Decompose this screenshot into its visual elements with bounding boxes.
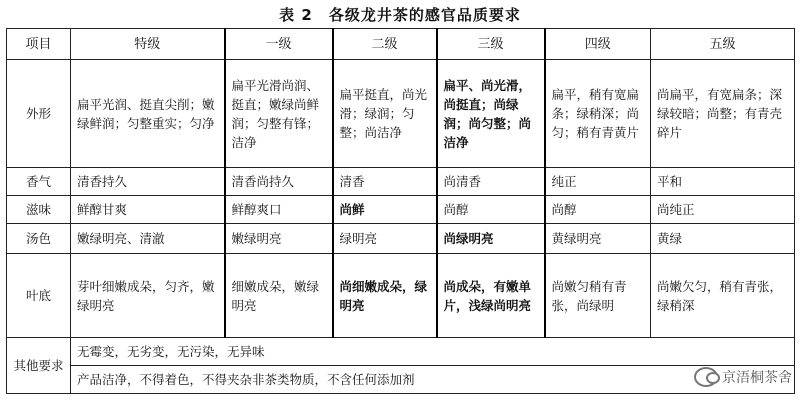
table-cell: 尚醇 bbox=[437, 196, 545, 224]
header-grade-2: 二级 bbox=[333, 29, 437, 60]
row-label-liquor-color: 汤色 bbox=[7, 224, 71, 254]
row-label-aroma: 香气 bbox=[7, 168, 71, 196]
table-cell: 清香尚持久 bbox=[225, 168, 333, 196]
row-label-other-requirements: 其他要求 bbox=[7, 338, 71, 394]
table-cell: 扁平、尚光滑，尚挺直；尚绿润；尚匀整；尚洁净 bbox=[437, 60, 545, 168]
table-cell: 扁平光润、挺直尖削；嫩绿鲜润；匀整重实；匀净 bbox=[71, 60, 225, 168]
table-cell: 鲜醇爽口 bbox=[225, 196, 333, 224]
header-grade-4: 四级 bbox=[545, 29, 651, 60]
table-cell: 纯正 bbox=[545, 168, 651, 196]
table-cell: 平和 bbox=[651, 168, 795, 196]
table-cell: 细嫩成朵，嫩绿明亮 bbox=[225, 254, 333, 338]
table-cell: 黄绿 bbox=[651, 224, 795, 254]
tea-grade-table bbox=[6, 28, 795, 394]
table-cell: 尚鲜 bbox=[333, 196, 437, 224]
header-grade-5: 五级 bbox=[651, 29, 795, 60]
table-cell: 尚成朵，有嫩单片，浅绿尚明亮 bbox=[437, 254, 545, 338]
other-requirement-line: 无霉变，无劣变，无污染，无异味 bbox=[71, 338, 795, 366]
table-row bbox=[7, 366, 795, 394]
table-cell: 绿明亮 bbox=[333, 224, 437, 254]
table-row bbox=[7, 338, 795, 366]
table-cell: 尚嫩匀稍有青张，尚绿明 bbox=[545, 254, 651, 338]
wechat-icon bbox=[694, 367, 718, 387]
header-row bbox=[7, 29, 795, 60]
table-cell: 尚细嫩成朵，绿明亮 bbox=[333, 254, 437, 338]
table-cell: 尚嫩欠匀，稍有青张，绿稍深 bbox=[651, 254, 795, 338]
table-cell: 尚扁平，有宽扁条；深绿较暗；尚整；有青壳碎片 bbox=[651, 60, 795, 168]
table-cell: 扁平光滑尚润、挺直；嫩绿尚鲜润；匀整有锋；洁净 bbox=[225, 60, 333, 168]
table-row bbox=[7, 168, 795, 196]
table-cell: 尚绿明亮 bbox=[437, 224, 545, 254]
table-cell: 尚醇 bbox=[545, 196, 651, 224]
table-cell: 尚清香 bbox=[437, 168, 545, 196]
table-row bbox=[7, 196, 795, 224]
table-cell: 清香 bbox=[333, 168, 437, 196]
table-cell: 芽叶细嫩成朵，匀齐，嫩绿明亮 bbox=[71, 254, 225, 338]
row-label-taste: 滋味 bbox=[7, 196, 71, 224]
table-cell: 嫩绿明亮 bbox=[225, 224, 333, 254]
watermark bbox=[694, 367, 792, 387]
header-grade-3: 三级 bbox=[437, 29, 545, 60]
table-cell: 嫩绿明亮、清澈 bbox=[71, 224, 225, 254]
header-item: 项目 bbox=[7, 29, 71, 60]
watermark-text: 京浯桐茶舍 bbox=[722, 370, 792, 386]
header-grade-1: 一级 bbox=[225, 29, 333, 60]
row-label-infused-leaf: 叶底 bbox=[7, 254, 71, 338]
header-special-grade: 特级 bbox=[71, 29, 225, 60]
table-row bbox=[7, 254, 795, 338]
table-cell: 鲜醇甘爽 bbox=[71, 196, 225, 224]
table-cell: 扁平挺直，尚光滑；绿润；匀整；尚洁净 bbox=[333, 60, 437, 168]
other-requirement-line: 产品洁净，不得着色，不得夹杂非茶类物质，不含任何添加剂 bbox=[71, 366, 795, 394]
table-title: 表 2 各级龙井茶的感官品质要求 bbox=[279, 6, 521, 24]
table-cell: 扁平，稍有宽扁条；绿稍深；尚匀；稍有青黄片 bbox=[545, 60, 651, 168]
table-cell: 清香持久 bbox=[71, 168, 225, 196]
table-cell: 黄绿明亮 bbox=[545, 224, 651, 254]
row-label-appearance: 外形 bbox=[7, 60, 71, 168]
table-row bbox=[7, 224, 795, 254]
table-row bbox=[7, 60, 795, 168]
table-cell: 尚纯正 bbox=[651, 196, 795, 224]
